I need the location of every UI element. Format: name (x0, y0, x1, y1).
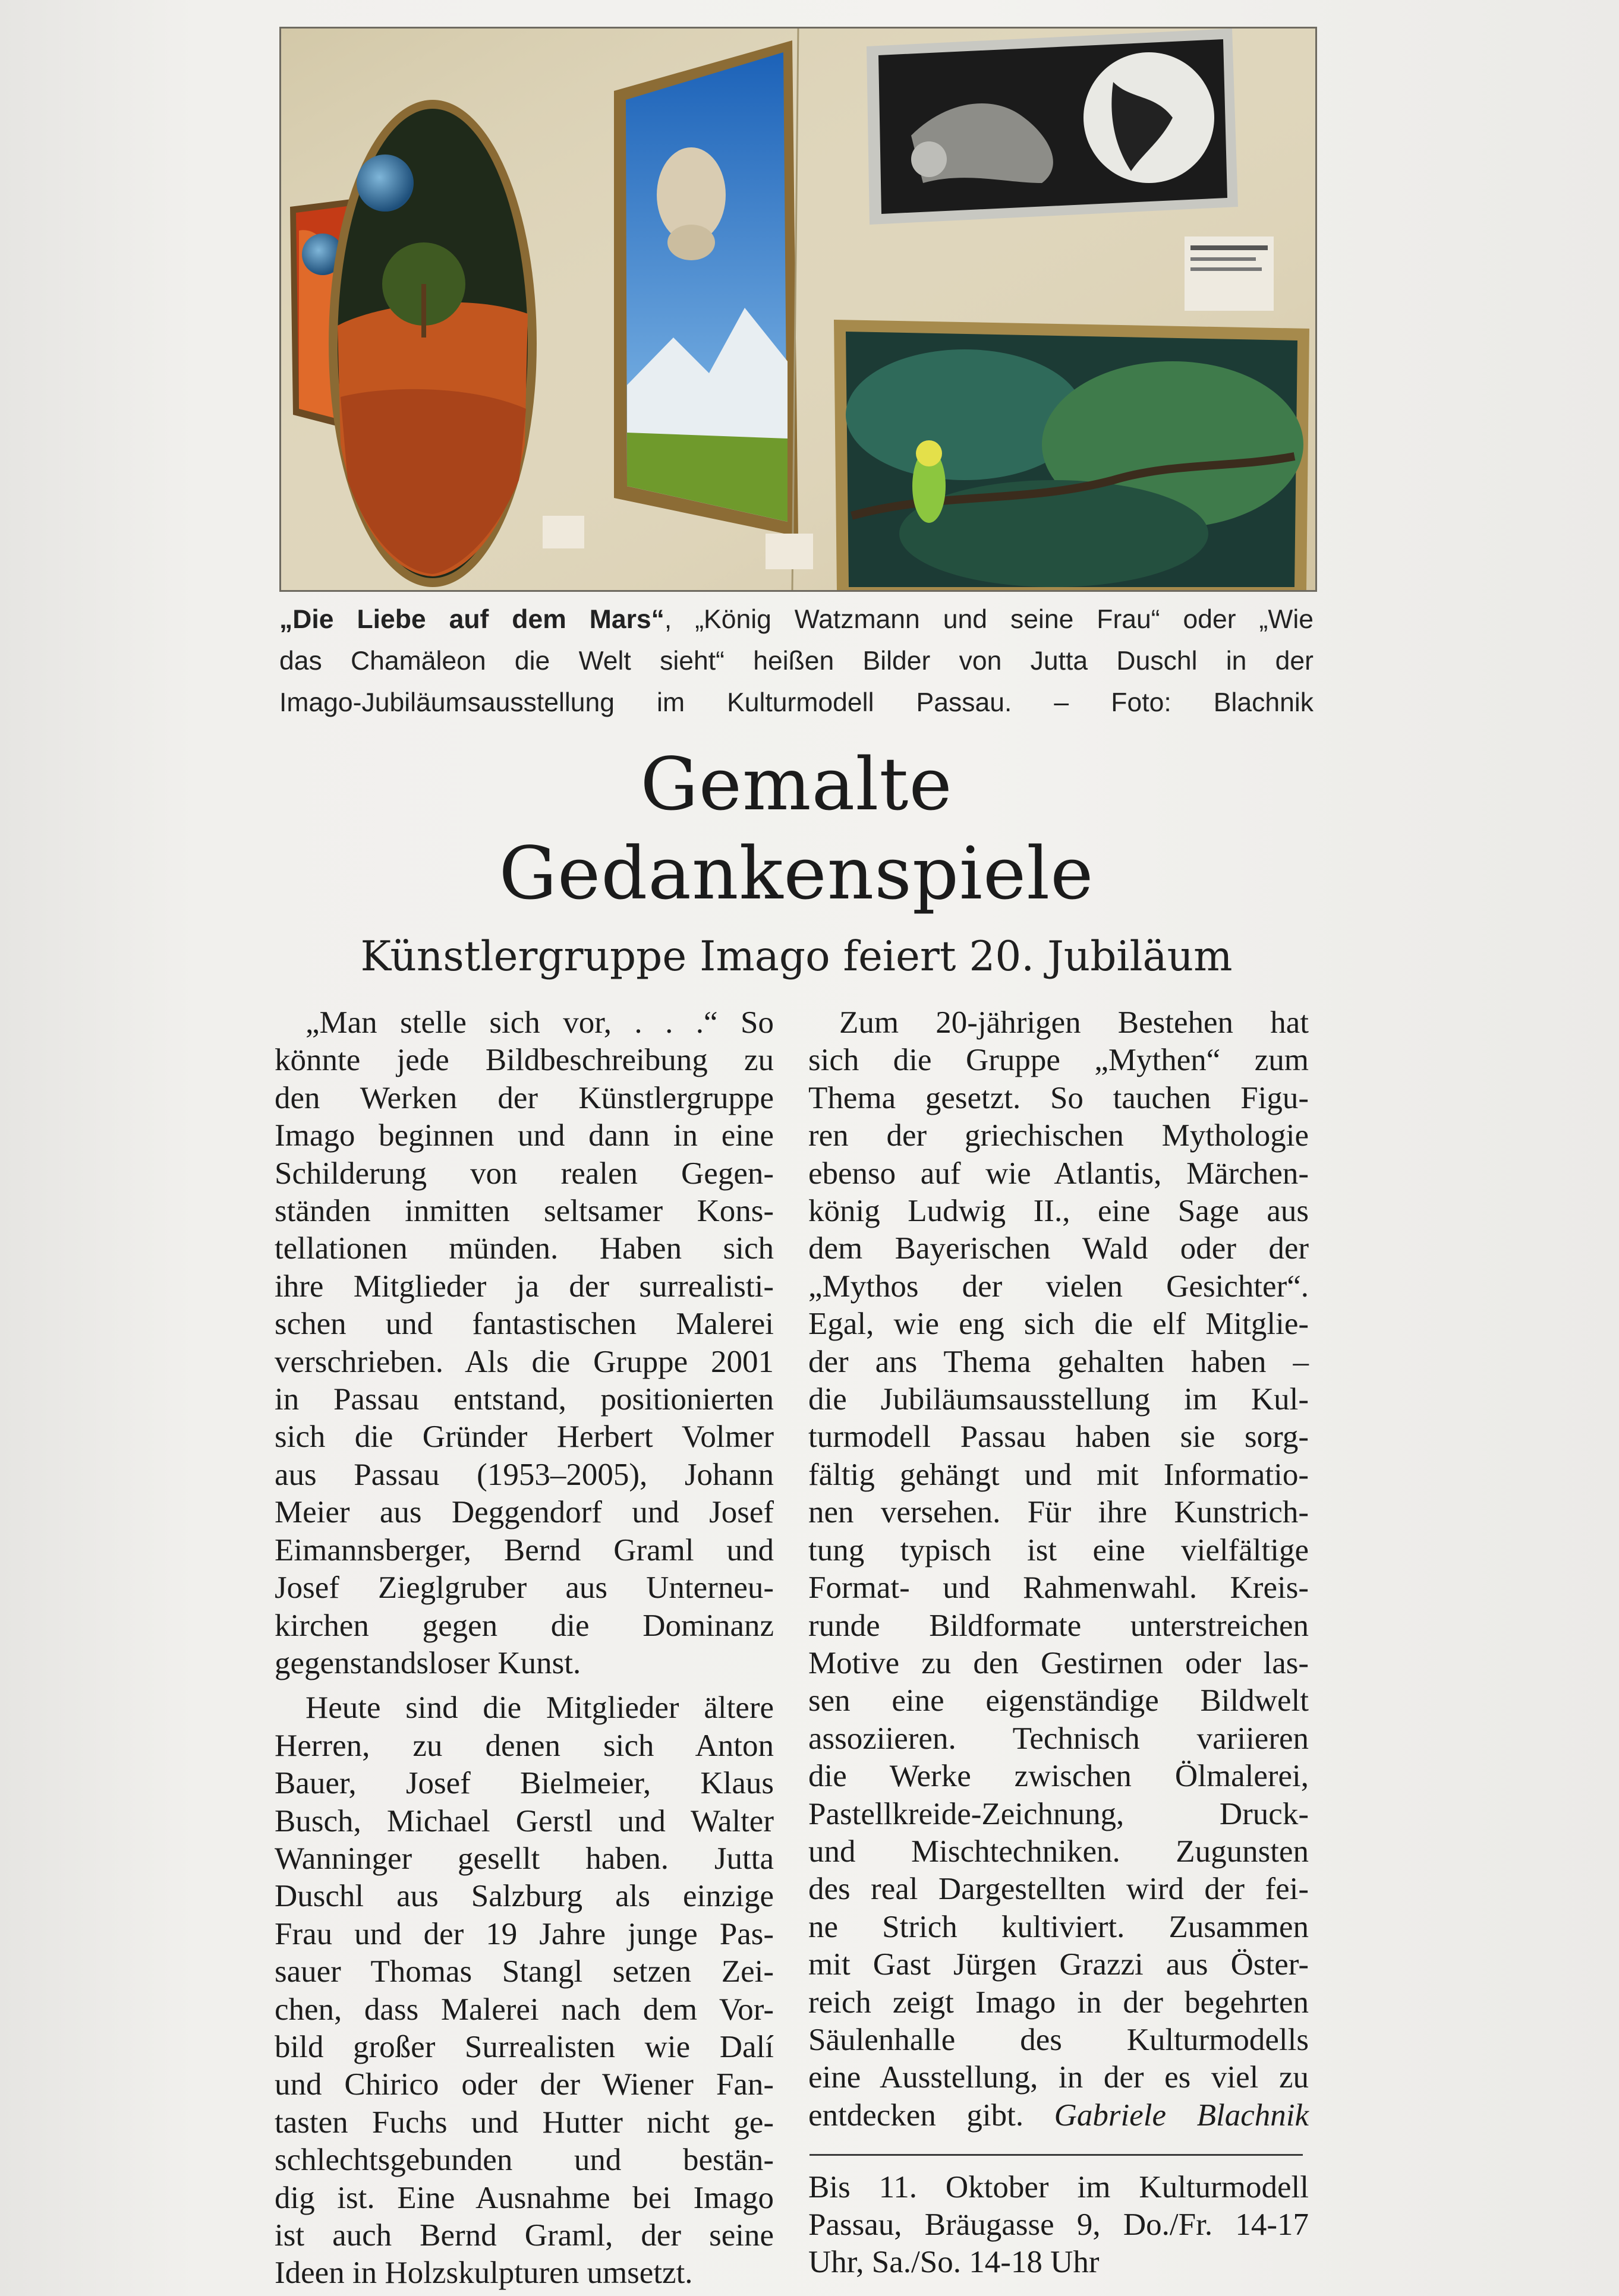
author-byline: Gabriele Blachnik (1054, 2098, 1309, 2133)
caption-line-1 (279, 599, 1314, 641)
parrot-forest-painting-icon (834, 320, 1309, 590)
article-line: aus Passau (1953–2005), Johann (275, 1457, 774, 1492)
article-line: die Werke zwischen Ölmalerei, (808, 1759, 1309, 1794)
article-column-left (275, 1004, 774, 2292)
photo-caption (279, 599, 1314, 724)
article-line: könnte jede Bildbeschreibung zu (275, 1043, 774, 1078)
article-line: verschrieben. Als die Gruppe 2001 (275, 1344, 774, 1379)
article-line: kirchen gegen die Dominanz (275, 1608, 774, 1643)
article-line: der ans Thema gehalten haben – (808, 1344, 1309, 1379)
article-line: dem Bayerischen Wald oder der (808, 1231, 1309, 1266)
article-line: Thema gesetzt. So tauchen Figu- (808, 1080, 1309, 1115)
article-line: nen versehen. Für ihre Kunstrich- (808, 1495, 1309, 1530)
round-earth-painting-icon (329, 100, 537, 587)
article-line: und Chirico oder der Wiener Fan- (275, 2067, 774, 2102)
article-line: Egal, wie eng sich die elf Mitglie- (808, 1307, 1309, 1342)
article-line: sich die Gruppe „Mythen“ zum (808, 1043, 1309, 1078)
article-line: ist auch Bernd Graml, der seine (275, 2218, 774, 2253)
article-line: runde Bildformate unterstreichen (808, 1608, 1309, 1643)
article-column-right (808, 1004, 1309, 2134)
article-line: des real Dargestellten wird der fei- (808, 1872, 1309, 1907)
article-line: ebenso auf wie Atlantis, Märchen- (808, 1156, 1309, 1191)
article-line: tung typisch ist eine vielfältige (808, 1532, 1309, 1568)
article-line: Imago beginnen und dann in eine (275, 1118, 774, 1153)
caption-bold-title: „Die Liebe auf dem Mars“ (279, 605, 664, 634)
article-line: ne Strich kultiviert. Zusammen (808, 1909, 1309, 1944)
article-line: Bauer, Josef Bielmeier, Klaus (275, 1766, 774, 1801)
article-line: Herren, zu denen sich Anton (275, 1728, 774, 1763)
article-line: Format- und Rahmenwahl. Kreis- (808, 1570, 1309, 1606)
article-line: sauer Thomas Stangl setzen Zei- (275, 1954, 774, 1989)
article-line: Zum 20-jährigen Bestehen hat (839, 1005, 1309, 1040)
article-line: Motive zu den Gestirnen oder las- (808, 1645, 1309, 1680)
article-subheadline: Künstlergruppe Imago feiert 20. Jubiläum (360, 933, 1233, 980)
article-line: turmodell Passau haben sie sorg- (808, 1420, 1309, 1455)
article-line: fältig gehängt und mit Informatio- (808, 1457, 1309, 1492)
article-line: ihre Mitglieder ja der surrealisti- (275, 1269, 774, 1304)
exhibition-info-line: Bis 11. Oktober im Kulturmodell (808, 2170, 1309, 2204)
article-line: schlechtsgebunden und bestän- (275, 2143, 774, 2178)
article-line: schen und fantastischen Malerei (275, 1307, 774, 1342)
exhibition-info-line: Uhr, Sa./So. 14-18 Uhr (808, 2245, 1100, 2279)
headline-line-1: Gemalte (640, 742, 953, 827)
article-line: ständen inmitten seltsamer Kons- (275, 1194, 774, 1229)
photo-illustration (281, 29, 1315, 590)
article-line: chen, dass Malerei nach dem Vor- (275, 1992, 774, 2027)
article-line: sich die Gründer Herbert Volmer (275, 1420, 774, 1455)
article-line-end: entdecken gibt. (808, 2098, 1054, 2133)
article-line: und Mischtechniken. Zugunsten (808, 1834, 1309, 1869)
article-line: Meier aus Deggendorf und Josef (275, 1495, 774, 1530)
article-line: ren der griechischen Mythologie (808, 1118, 1309, 1153)
article-line: Duschl aus Salzburg als einzige (275, 1879, 774, 1914)
article-line: Eimannsberger, Bernd Graml und (275, 1532, 774, 1568)
article-line: eine Ausstellung, in der es viel zu (808, 2060, 1309, 2095)
article-line: bild großer Surrealisten wie Dalí (275, 2029, 774, 2064)
article-line: mit Gast Jürgen Grazzi aus Öster- (808, 1947, 1309, 1982)
caption-line-1-rest: , „König Watzmann und seine Frau“ oder „Wie (664, 605, 1314, 634)
article-line: reich zeigt Imago in der begehrten (808, 1985, 1309, 2020)
chameleon-globe-drawing-icon (867, 29, 1238, 225)
article-line: assoziieren. Technisch variieren (808, 1721, 1309, 1756)
article-line: gegenstandsloser Kunst. (275, 1645, 581, 1680)
article-line: Schilderung von realen Gegen- (275, 1156, 774, 1191)
article-line: in Passau entstand, positionierten (275, 1382, 774, 1417)
caption-line-2: das Chamäleon die Welt sieht“ heißen Bilder von Jutta Duschl in der (279, 646, 1314, 676)
statue-head-painting-icon (614, 40, 798, 537)
article-line: Josef Zieglgruber aus Unterneu- (275, 1570, 774, 1606)
article-line: „Mythos der vielen Gesichter“. (808, 1269, 1309, 1304)
article-line: Heute sind die Mitglieder ältere (305, 1691, 774, 1726)
article-line: sen eine eigenständige Bildwelt (808, 1683, 1309, 1718)
article-line: Busch, Michael Gerstl und Walter (275, 1803, 774, 1838)
exhibition-info (808, 2169, 1309, 2281)
article-line: Frau und der 19 Jahre junge Pas- (275, 1916, 774, 1951)
article-line: tellationen münden. Haben sich (275, 1231, 774, 1266)
article-line: die Jubiläumsausstellung im Kul- (808, 1382, 1309, 1417)
article-line: könig Ludwig II., eine Sage aus (808, 1194, 1309, 1229)
exhibition-photo (279, 27, 1317, 592)
exhibition-info-line: Passau, Bräugasse 9, Do./Fr. 14-17 (808, 2207, 1309, 2242)
article-line: Säulenhalle des Kulturmodells (808, 2022, 1309, 2057)
article-line: tasten Fuchs und Hutter nicht ge- (275, 2105, 774, 2140)
article-headline (279, 740, 1314, 918)
article-line: „Man stelle sich vor, . . .“ So (305, 1005, 774, 1040)
headline-line-2: Gedankenspiele (499, 831, 1094, 916)
article-line-with-byline (808, 2097, 1309, 2134)
info-divider (810, 2154, 1303, 2156)
paragraph-gap (275, 1682, 774, 1689)
article-line: Ideen in Holzskulpturen umsetzt. (275, 2256, 693, 2291)
caption-line-3: Imago-Jubiläumsausstellung im Kulturmodell Passau. – Foto: Blachnik (279, 688, 1314, 717)
article-line: Pastellkreide-Zeichnung, Druck- (808, 1796, 1309, 1831)
article-line: den Werken der Künstlergruppe (275, 1080, 774, 1115)
article-line: dig ist. Eine Ausnahme bei Imago (275, 2180, 774, 2215)
article-line: Wanninger gesellt haben. Jutta (275, 1841, 774, 1876)
